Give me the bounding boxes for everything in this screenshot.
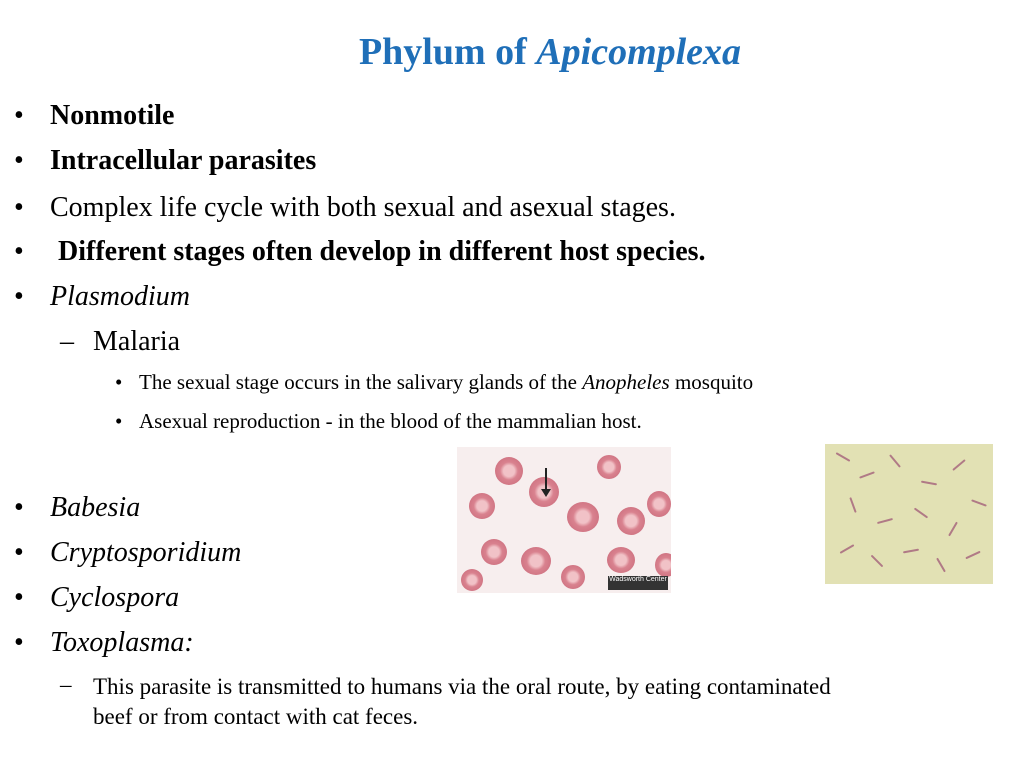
detail-italic: Anopheles	[582, 370, 670, 394]
subbullet-text: This parasite is transmitted to humans via the oral route, by eating contaminated beef or from contact with cat feces.	[93, 674, 831, 729]
bullet-text: Babesia	[50, 492, 141, 523]
bullet-marker: •	[115, 370, 123, 394]
bullet-text: Nonmotile	[50, 100, 175, 131]
bullet-text: Complex life cycle with both sexual and asexual stages.	[50, 192, 676, 223]
detail-prefix: The sexual stage occurs in the salivary glands of the	[139, 370, 583, 394]
dash-marker: –	[60, 326, 74, 357]
title-prefix: Phylum of	[358, 31, 537, 73]
image-watermark: Wadsworth Center	[608, 576, 668, 590]
bullet-text: Toxoplasma:	[50, 627, 194, 658]
bullet-text: Cryptosporidium	[50, 537, 242, 568]
bullet-marker: •	[14, 582, 24, 613]
slide-title	[0, 30, 1024, 74]
bullet-marker: •	[14, 236, 24, 267]
bullet-marker: •	[14, 627, 24, 658]
bullet-marker: •	[14, 192, 24, 223]
detail-suffix: mosquito	[669, 370, 754, 394]
subbullet-text: Malaria	[93, 326, 181, 357]
stained-parasites-image	[825, 444, 993, 584]
arrowhead-icon	[541, 489, 551, 497]
bullet-marker: •	[14, 100, 24, 131]
bullet-marker: •	[14, 281, 24, 312]
dash-marker: –	[60, 672, 72, 697]
detail-text	[139, 370, 753, 395]
bullet-text: Different stages often develop in different host species.	[58, 236, 706, 267]
detail-text: Asexual reproduction - in the blood of the mammalian host.	[139, 409, 642, 433]
blood-smear-image	[457, 447, 671, 593]
bullet-marker: •	[115, 409, 123, 433]
bullet-marker: •	[14, 145, 24, 176]
title-italic: Apicomplexa	[536, 31, 742, 73]
bullet-marker: •	[14, 492, 24, 523]
arrow-icon	[545, 468, 547, 490]
bullet-text: Intracellular parasites	[50, 145, 317, 176]
bullet-text: Cyclospora	[50, 582, 180, 613]
bullet-marker: •	[14, 537, 24, 568]
bullet-text: Plasmodium	[50, 281, 190, 312]
